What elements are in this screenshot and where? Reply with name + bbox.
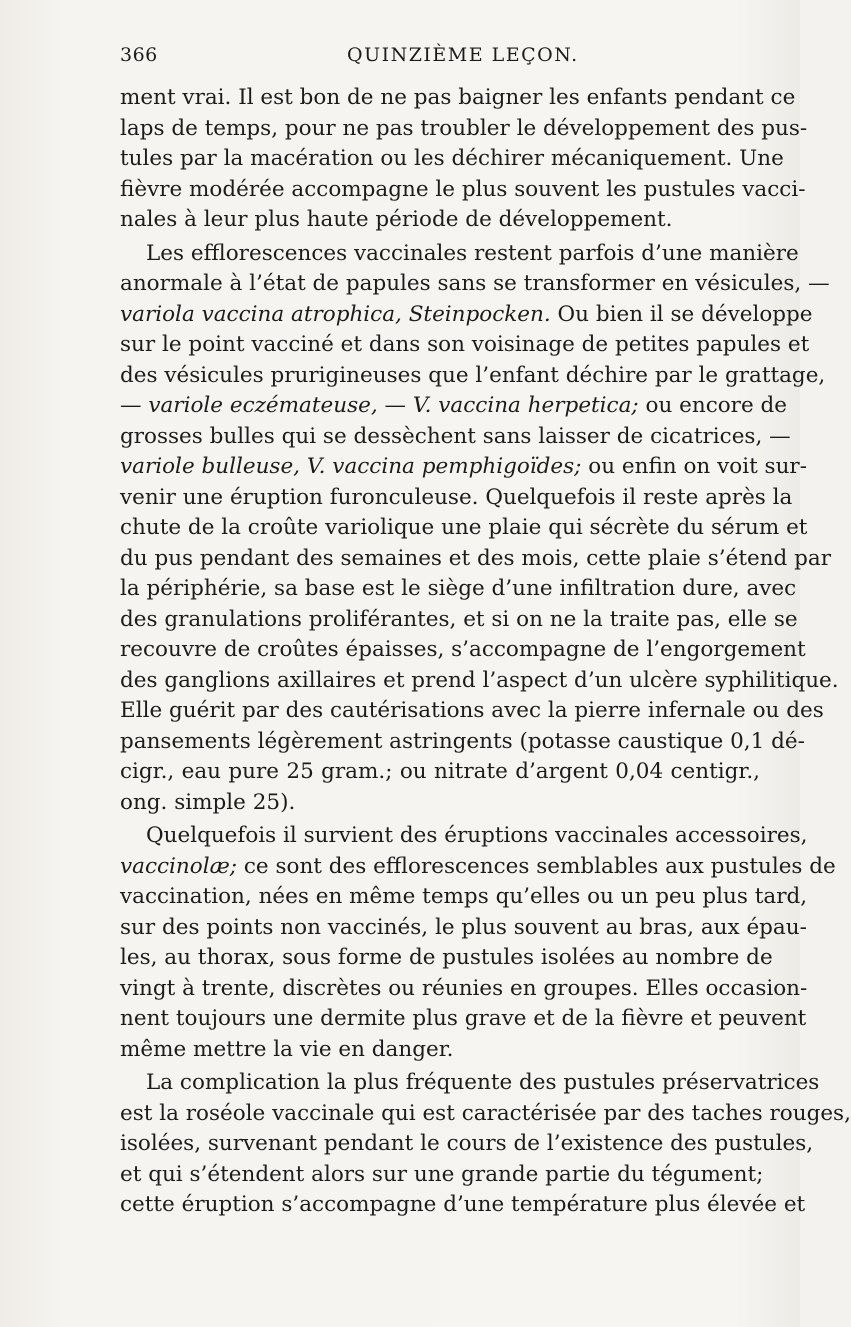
text-line: venir une éruption furonculeuse. Quelquefois il reste après la — [120, 484, 793, 510]
paragraph — [120, 1068, 851, 1221]
text-line: variola vaccina atrophica, Steinpocken. Ou bien il se développe — [120, 301, 813, 327]
text-line: — variole eczémateuse, — V. vaccina herpetica; ou encore de — [120, 393, 788, 418]
text-line: tules par la macération ou les déchirer mécaniquement. Une — [120, 146, 784, 171]
paragraph — [120, 239, 839, 819]
text-line: La complication la plus fréquente des pustules préservatrices — [146, 1070, 820, 1095]
text-line: recouvre de croûtes épaisses, s’accompagne de l’engorgement — [120, 637, 806, 662]
text-line: variole bulleuse, V. vaccina pemphigoïdes; ou enfin on voit sur- — [120, 454, 807, 479]
text-line: laps de temps, pour ne pas troubler le développement des pus- — [120, 115, 808, 141]
text-line: fièvre modérée accompagne le plus souvent les pustules vacci- — [120, 176, 806, 202]
text-line: Les efflorescences vaccinales restent parfois d’une manière — [146, 240, 799, 266]
text-line: cette éruption s’accompagne d’une température plus élevée et — [120, 1192, 806, 1217]
running-title: QUINZIÈME LEÇON. — [347, 44, 579, 66]
text-line: est la roséole vaccinale qui est caractérisée par des taches rouges, — [120, 1100, 851, 1126]
text-line: sur des points non vaccinés, le plus souvent au bras, aux épau- — [120, 914, 807, 940]
text-line: isolées, survenant pendant le cours de l’existence des pustules, — [120, 1131, 814, 1156]
text-line: les, au thorax, sous forme de pustules isolées au nombre de — [120, 945, 773, 970]
paragraph — [120, 821, 836, 1065]
text-line: anormale à l’état de papules sans se transformer en vésicules, — — [120, 271, 830, 296]
text-line: des ganglions axillaires et prend l’aspect d’un ulcère syphilitique. — [120, 667, 839, 693]
text-line: vaccination, nées en même temps qu’elles ou un peu plus tard, — [120, 884, 808, 909]
body-text — [120, 83, 851, 1221]
text-line: pansements légèrement astringents (potasse caustique 0,1 dé- — [120, 728, 805, 754]
text-line: sur le point vacciné et dans son voisinage de petites papules et — [120, 332, 810, 357]
text-line: Elle guérit par des cautérisations avec la pierre infernale ou des — [120, 698, 824, 723]
page-number: 366 — [120, 44, 158, 66]
text-line: cigr., eau pure 25 gram.; ou nitrate d’argent 0,04 centigr., — [120, 759, 760, 784]
text-line: vaccinolæ; ce sont des efflorescences semblables aux pustules de — [120, 853, 836, 879]
text-line: grosses bulles qui se dessèchent sans laisser de cicatrices, — — [120, 423, 791, 449]
paragraph — [120, 83, 808, 236]
text-line: chute de la croûte variolique une plaie qui sécrète du sérum et — [120, 515, 808, 540]
text-line: des vésicules prurigineuses que l’enfant déchire par le grattage, — [120, 362, 826, 388]
text-line: ong. simple 25). — [120, 789, 296, 815]
text-line: la périphérie, sa base est le siège d’une infiltration dure, avec — [120, 576, 797, 601]
text-line: vingt à trente, discrètes ou réunies en groupes. Elles occasion- — [120, 975, 808, 1001]
text-line: des granulations proliférantes, et si on ne la traite pas, elle se — [120, 606, 798, 632]
text-line: nales à leur plus haute période de développement. — [120, 207, 673, 232]
text-line: et qui s’étendent alors sur une grande partie du tégument; — [120, 1161, 764, 1187]
text-line: ment vrai. Il est bon de ne pas baigner les enfants pendant ce — [120, 85, 796, 110]
page-header — [120, 44, 760, 74]
text-line: même mettre la vie en danger. — [120, 1036, 454, 1062]
text-line: Quelquefois il survient des éruptions vaccinales accessoires, — [146, 823, 808, 848]
text-line: nent toujours une dermite plus grave et de la fièvre et peuvent — [120, 1006, 807, 1031]
text-line: du pus pendant des semaines et des mois, cette plaie s’étend par — [120, 545, 832, 571]
